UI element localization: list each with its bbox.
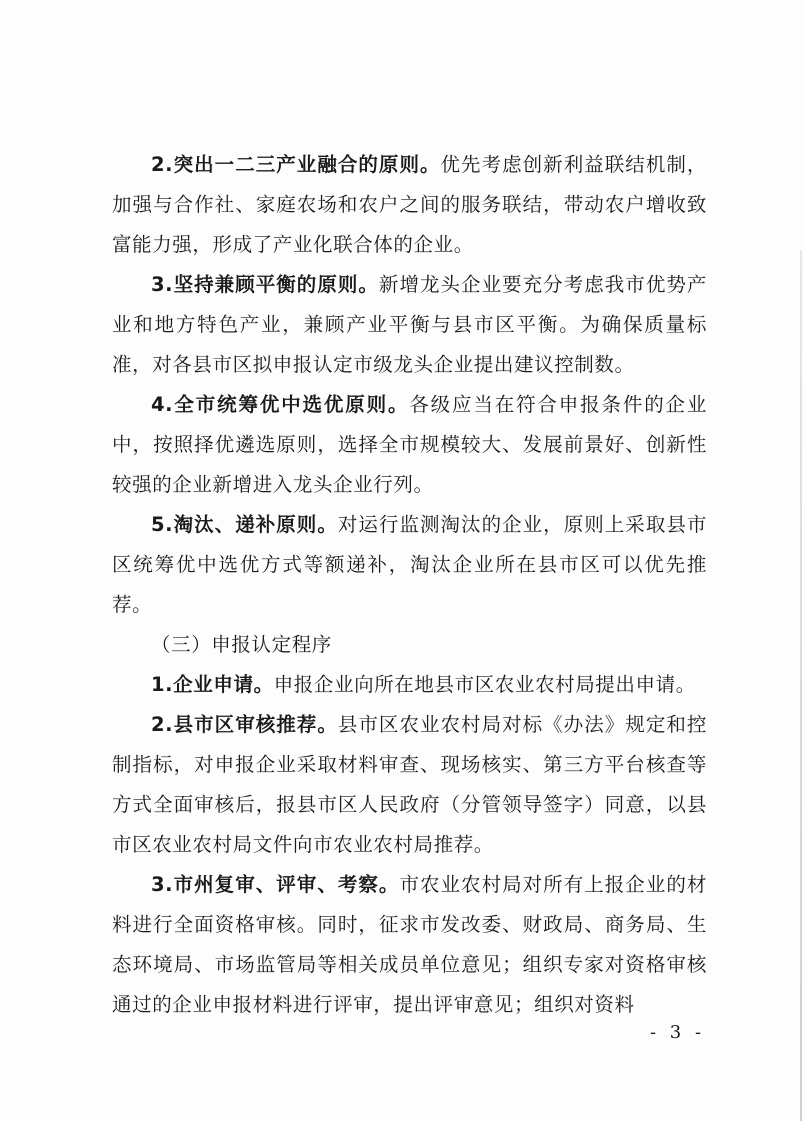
paragraph-body: 各级应当在符合申报条件的企业中，按照择优遴选原则，选择全市规模较大、发展前景好、创新性较强的企业新增进入龙头企业行列。 (112, 393, 707, 496)
section-heading: （三）申报认定程序 (151, 633, 332, 656)
scan-edge-line (800, 250, 802, 1121)
principle-paragraph (112, 265, 707, 385)
principle-paragraph (112, 505, 707, 625)
paragraph-title: 4.全市统筹优中选优原则。 (151, 393, 410, 416)
document-body (112, 145, 707, 1025)
paragraph-title: 5.淘汰、递补原则。 (151, 513, 338, 536)
procedure-paragraph (112, 665, 707, 705)
procedure-paragraph (112, 705, 707, 865)
paragraph-body: 申报企业向所在地县市区农业农村局提出申请。 (273, 673, 696, 696)
paragraph-body: 新增龙头企业要充分考虑我市优势产业和地方特色产业，兼顾产业平衡与县市区平衡。为确保质量标准，对各县市区拟申报认定市级龙头企业提出建议控制数。 (112, 273, 707, 376)
paragraph-body: 市农业农村局对所有上报企业的材料进行全面资格审核。同时，征求市发改委、财政局、商务局、生态环境局、市场监管局等相关成员单位意见；组织专家对资格审核通过的企业申报材料进行评审，提出评审意见；组织对资料 (112, 873, 707, 1016)
paragraph-title: 2.县市区审核推荐。 (151, 713, 338, 736)
paragraph-title: 3.市州复审、评审、考察。 (151, 873, 400, 896)
page-number: - 3 - (650, 1022, 706, 1043)
principle-paragraph (112, 145, 707, 265)
procedure-paragraph (112, 865, 707, 1025)
paragraph-body: 县市区农业农村局对标《办法》规定和控制指标，对申报企业采取材料审查、现场核实、第三方平台核查等方式全面审核后，报县市区人民政府（分管领导签字）同意，以县市区农业农村局文件向市农业农村局推荐。 (112, 713, 707, 856)
paragraph-body: 优先考虑创新利益联结机制，加强与合作社、家庭农场和农户之间的服务联结，带动农户增收致富能力强，形成了产业化联合体的企业。 (112, 153, 707, 256)
principle-paragraph (112, 385, 707, 505)
paragraph-title: 1.企业申请。 (151, 673, 274, 696)
paragraph-title: 2.突出一二三产业融合的原则。 (151, 153, 441, 176)
paragraph-title: 3.坚持兼顾平衡的原则。 (151, 273, 379, 296)
paragraph-body: 对运行监测淘汰的企业，原则上采取县市区统筹优中选优方式等额递补，淘汰企业所在县市区可以优先推荐。 (112, 513, 707, 616)
